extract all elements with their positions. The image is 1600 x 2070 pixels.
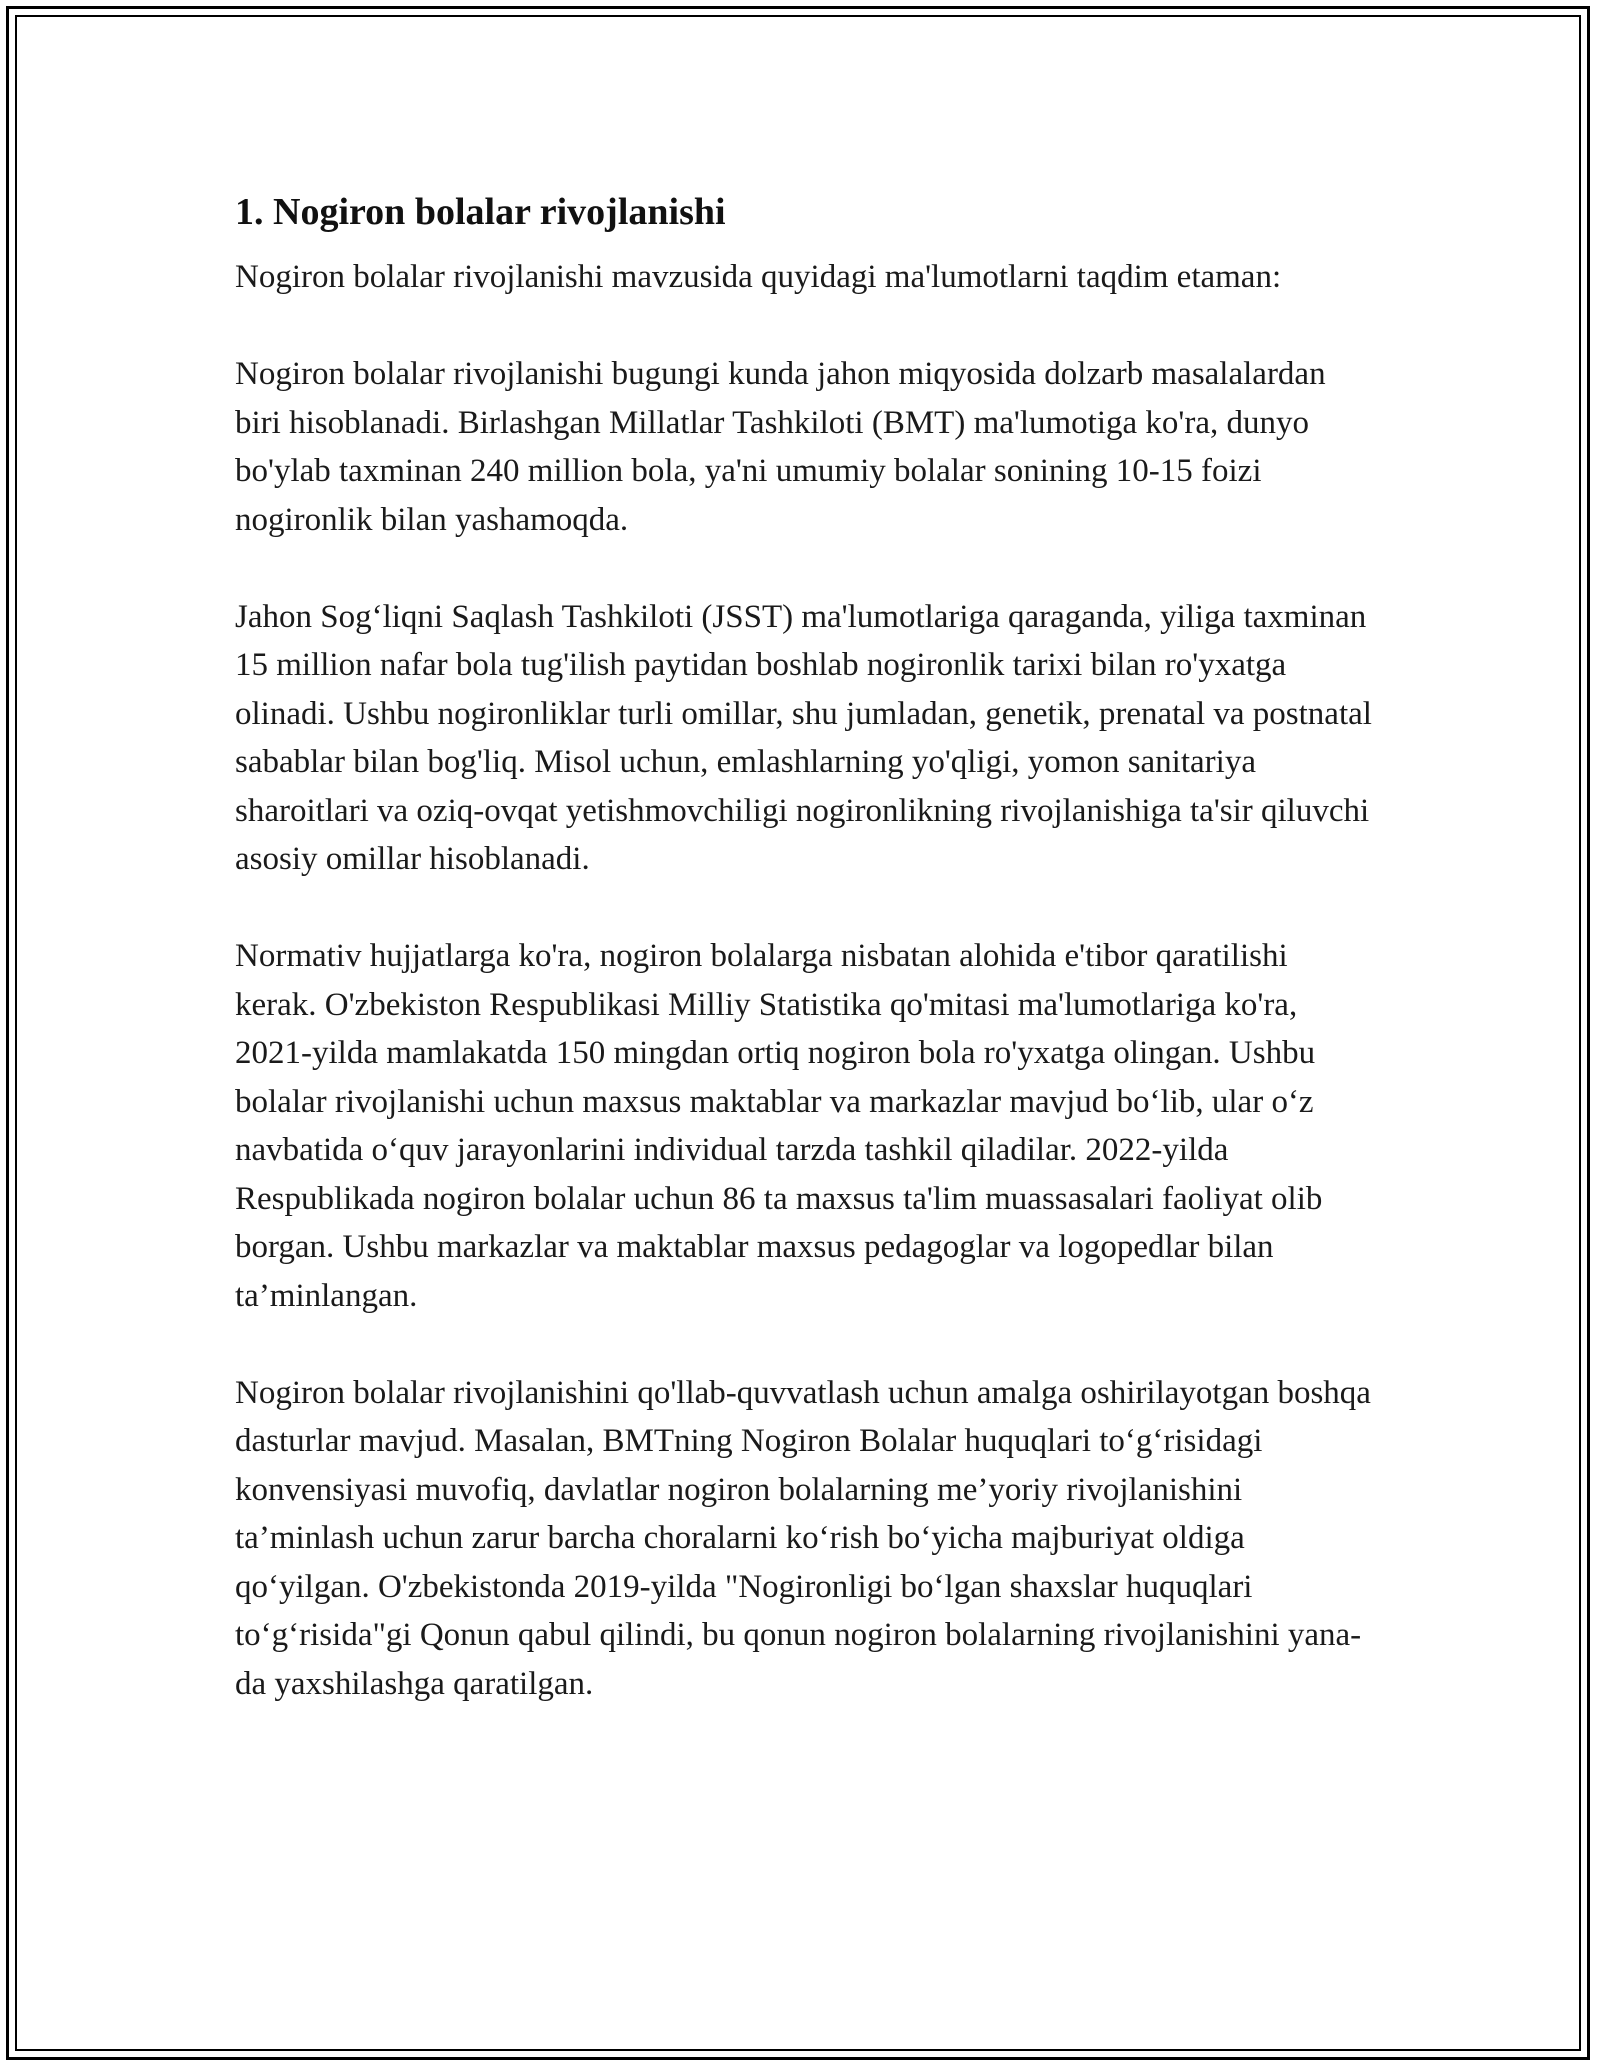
paragraph-uzbekistan-statistics: Normativ hujjatlarga ko'ra, nogiron bolalarga nisbatan alohida e'tibor qaratilishi kerak. O'zbekiston Respublikasi Milliy Statistika qo'mitasi ma'lumotlariga ko'ra, 2021-yilda mamlakatda 150 mingdan ortiq nogiron bola ro'yxatga olingan. Ushbu bolalar rivojlanishi uchun maxsus maktablar va markazlar mavjud bo‘lib, ular o‘z navbatida o‘quv jarayonlarini individual tarzda tashkil qiladilar. 2022-yilda Respublikada nogiron bolalar uchun 86 ta maxsus ta'lim muassasalari faoliyat olib borgan. Ushbu markazlar va maktablar maxsus pedagoglar va logopedlar bilan ta’minlangan. — [235, 938, 1323, 1314]
paragraph-bmt-statistics: Nogiron bolalar rivojlanishi bugungi kunda jahon miqyosida dolzarb masalalardan biri hisoblanadi. Birlashgan Millatlar Tashkiloti (BMT) ma'lumotiga ko'ra, dunyo bo'ylab taxminan 240 million bola, ya'ni umumiy bolalar sonining 10-15 foizi nogironlik bilan yashamoqda. — [235, 356, 1326, 538]
paragraph-intro: Nogiron bolalar rivojlanishi mavzusida quyidagi ma'lumotlarni taqdim etaman: — [235, 259, 1282, 295]
paragraph-jsst-statistics: Jahon Sog‘liqni Saqlash Tashkiloti (JSST) ma'lumotlariga qaraganda, yiliga taxminan 15 million nafar bola tug'ilish paytidan boshlab nogironlik tarixi bilan ro'yxatga olinadi. Ushbu nogironliklar turli omillar, shu jumladan, genetik, prenatal va postnatal sabablar bilan bog'liq. Misol uchun, emlashlarning yo'qligi, yomon sanitariya sharoitlari va oziq-ovqat yetishmovchiligi nogironlikning rivojlanishiga ta'sir qiluvchi asosiy omillar hisoblanadi. — [235, 598, 1372, 877]
document-title: 1. Nogiron bolalar rivojlanishi — [235, 191, 726, 233]
document-body — [235, 187, 1375, 1708]
paragraph-support-programs: Nogiron bolalar rivojlanishini qo'llab-quvvatlash uchun amalga oshirilayotgan boshqa dasturlar mavjud. Masalan, BMTning Nogiron Bolalar huquqlari to‘g‘risidagi konvensiyasi muvofiq, davlatlar nogiron bolalarning me’yoriy rivojlanishini ta’minlash uchun zarur barcha choralarni ko‘rish bo‘yicha majburiyat oldiga qo‘yilgan. O'zbekistonda 2019-yilda "Nogironligi bo‘lgan shaxslar huquqlari to‘g‘risida"gi Qonun qabul qilindi, bu qonun nogiron bolalarning rivojlanishini yana-da yaxshilashga qaratilgan. — [235, 1374, 1371, 1702]
